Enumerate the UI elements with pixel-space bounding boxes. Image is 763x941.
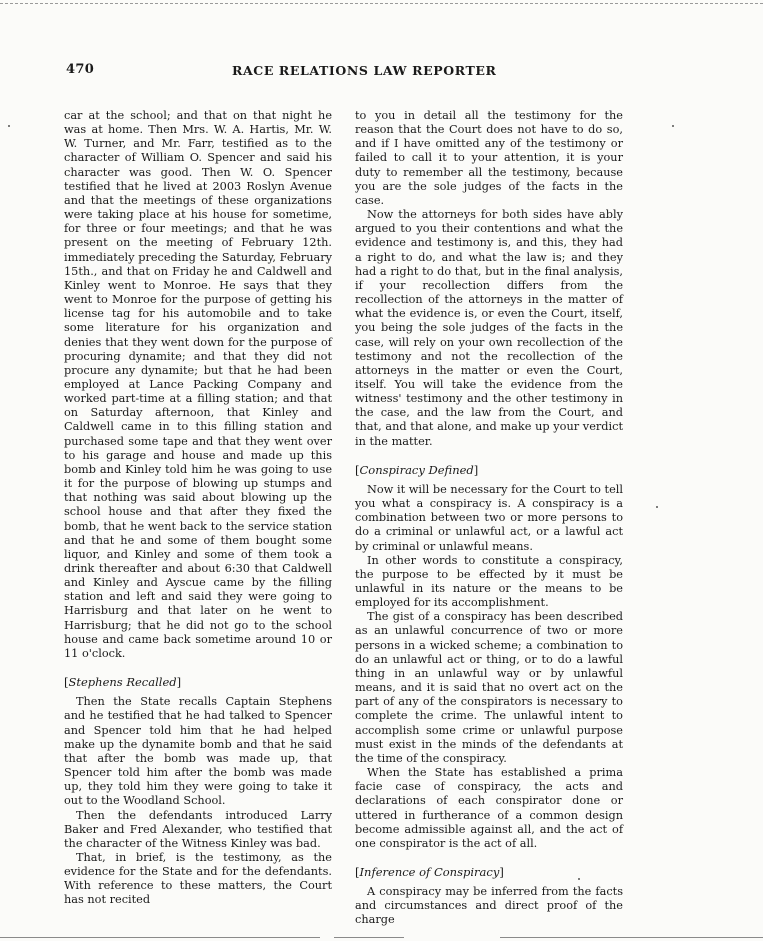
paragraph: That, in brief, is the testimony, as the evidence for the State and for the defendants. With reference to these matters, the Court has not recited xyxy=(64,850,332,907)
heading-bracket: ] xyxy=(499,864,504,879)
paragraph: In other words to constitute a conspiracy, the purpose to be effected by it must be unlawful in its nature or the means to be employed for its accomplishment. xyxy=(355,553,623,610)
paragraph: to you in detail all the testimony for the reason that the Court does not have to do so, and if I have omitted any of the testimony or failed to call it to your attention, it is your duty to remember all the testimony, because you are the sole judges of the facts in the case. xyxy=(355,109,623,207)
paragraph: car at the school; and that on that night he was at home. Then Mrs. W. A. Hartis, Mr. W. W. Turner, and Mr. Farr, testified as to the character of William O. Spencer and said his character was good. Then W. O. Spencer testified that he lived at 2003 Roslyn Avenue and that the meetings of these organizations were taking place at his house for sometime, for three or four meetings; and that he was present on the meeting of February 12th. immediately preceding the Saturday, February 15th., and that on Friday he and Caldwell and Kinley went to Monroe. He says that they went to Monroe for the purpose of getting his license tag for his automobile and to take some literature for his organization and denies that they went down for the purpose of procuring dynamite; and that they did not procure any dynamite; but that he had been employed at Lance Packing Company and worked part-time at a filling station; and that on Saturday afternoon, that Kinley and Caldwell came in to this filling station and purchased some tape and that they went over to his garage and house and made up this bomb and Kinley told him he was going to use it for the purpose of blowing up stumps and that nothing was said about blowing up the school house and that after they fixed the bomb, that he went back to the service station and that he and some of them bought some liquor, and Kinley and some of them took a drink thereafter and about 6:30 that Caldwell and Kinley and Ayscue came by the filling station and left and said they were going to Harrisburg and that later on he went to Harrisburg; that he did not go to the school house and came back sometime around 10 or 11 o'clock. xyxy=(64,109,332,660)
section-heading xyxy=(355,865,623,879)
paragraph: When the State has established a prima facie case of conspiracy, the acts and declarations of each conspirator done or uttered in furtherance of a common design become admissible against all, and the act of one conspirator is the act of all. xyxy=(355,766,623,850)
heading-text: Stephens Recalled xyxy=(68,675,177,690)
bottom-edge-rule xyxy=(334,937,404,938)
heading-bracket: ] xyxy=(473,462,479,477)
heading-text: Inference of Conspiracy xyxy=(359,864,500,879)
paragraph: A conspiracy may be inferred from the facts and circumstances and direct proof of the charge xyxy=(355,885,623,927)
scan-speck xyxy=(8,125,10,127)
paragraph: Then the State recalls Captain Stephens and he testified that he had talked to Spencer and Spencer told him that he had helped make up the dynamite bomb and that he said that after the bomb was made up, that Spencer told him after the bomb was made up, they told him they were going to take it out to the Woodland School. xyxy=(64,695,332,808)
right-column xyxy=(355,109,623,928)
scan-speck xyxy=(656,506,658,508)
heading-bracket: [ xyxy=(355,462,360,477)
bottom-edge-rule xyxy=(0,937,320,938)
running-head: RACE RELATIONS LAW REPORTER xyxy=(232,63,497,78)
left-column xyxy=(64,109,332,908)
heading-text: Conspiracy Defined xyxy=(359,462,474,477)
section-heading xyxy=(64,675,332,689)
paragraph: The gist of a conspiracy has been described as an unlawful concurrence of two or more persons in a wicked scheme; a combination to do an unlawful act or thing, or to do a lawful thing in an unlawful way or by unlawful means, and it is said that no overt act on the part of any of the conspirators is necessary to complete the crime. The unlawful intent to accomplish some crime or unlawful purpose must exist in the minds of the defendants at the time of the conspiracy. xyxy=(355,610,623,765)
heading-bracket: [ xyxy=(355,864,360,879)
page-number: 470 xyxy=(66,62,95,77)
section-heading xyxy=(355,463,623,477)
top-edge-rule xyxy=(0,3,763,4)
scan-speck xyxy=(578,878,580,880)
paragraph: Now the attorneys for both sides have ably argued to you their contentions and what the evidence and testimony is, and this, they had a right to do, and what the law is; and they had a right to do that, but in the final analysis, if your recollection differs from the recollection of the attorneys in the matter of what the evidence is, or even the Court, itself, you being the sole judges of the facts in the case, will rely on your own recollection of the testimony and not the recollection of the attorneys in the matter or even the Court, itself. You will take the evidence from the witness' testimony and the other testimony in the case, and the law from the Court, and that, and that alone, and make up your verdict in the matter. xyxy=(355,208,623,448)
paragraph: Then the defendants introduced Larry Baker and Fred Alexander, who testified that the character of the Witness Kinley was bad. xyxy=(64,808,332,850)
paragraph: Now it will be necessary for the Court to tell you what a conspiracy is. A conspiracy is a combination between two or more persons to do a criminal or unlawful act, or a lawful act by criminal or unlawful means. xyxy=(355,482,623,553)
scan-speck xyxy=(672,125,674,127)
heading-bracket: [ xyxy=(64,675,69,690)
bottom-edge-rule xyxy=(500,937,763,938)
heading-bracket: ] xyxy=(176,675,182,690)
